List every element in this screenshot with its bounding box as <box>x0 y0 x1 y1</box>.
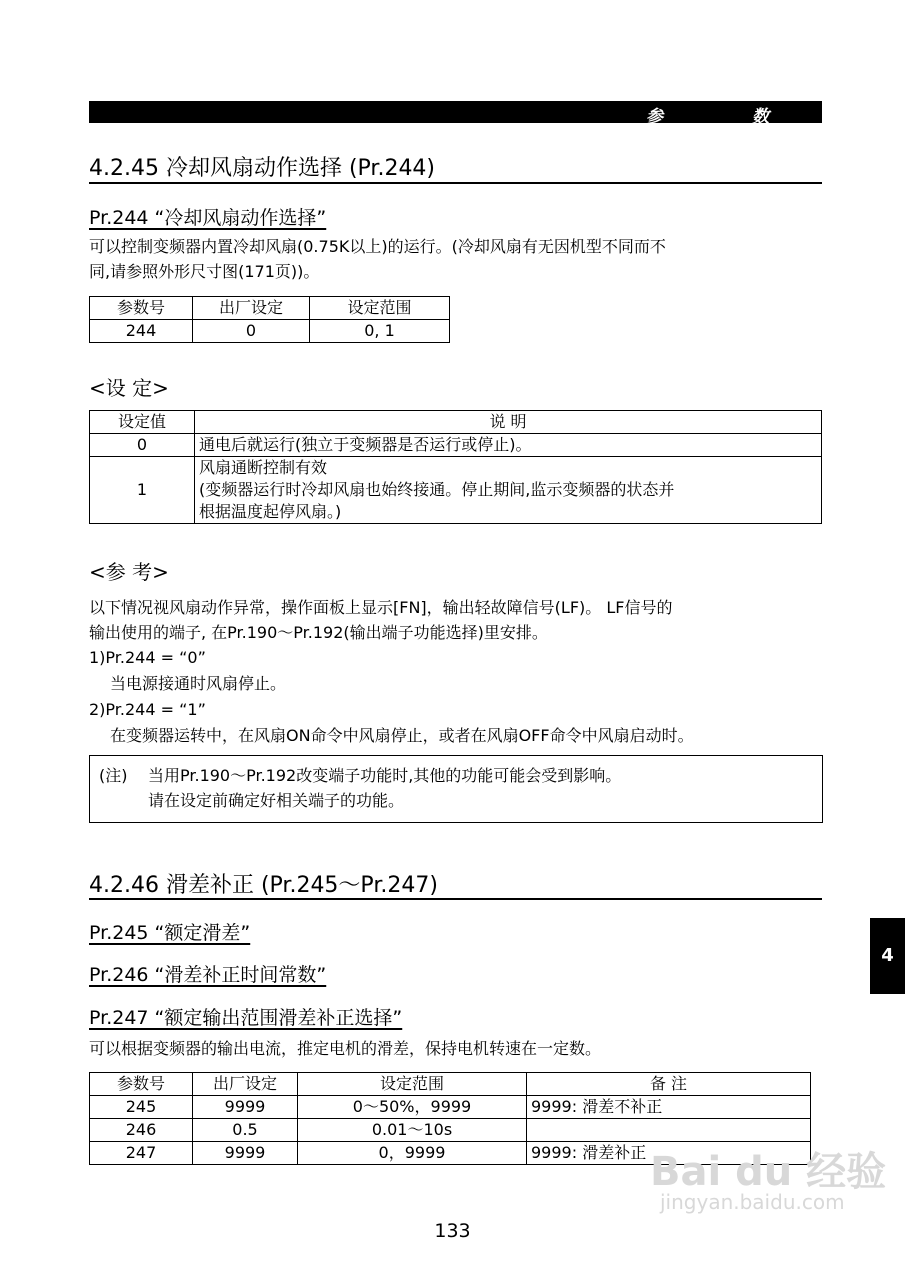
table-header: 设定值 <box>90 411 195 434</box>
section-title-4-2-46: 4.2.46 滑差补正 (Pr.245～Pr.247) <box>89 873 438 898</box>
section-title-4-2-45: 4.2.45 冷却风扇动作选择 (Pr.244) <box>89 156 436 181</box>
note-box <box>89 755 823 823</box>
cell-line: (变频器运行时冷却风扇也始终接通。停止期间,监示变频器的状态并 <box>199 480 675 499</box>
table-cell: 0.01～10s <box>298 1119 527 1142</box>
table-cell <box>527 1119 811 1142</box>
header-char-1: 参 <box>646 107 663 127</box>
section2-description: 可以根据变频器的输出电流，推定电机的滑差，保持电机转速在一定数。 <box>89 1039 602 1058</box>
reference-line: 在变频器运转中，在风扇ON命令中风扇停止，或者在风扇OFF命令中风扇启动时。 <box>110 726 694 745</box>
table-header: 设定范围 <box>298 1073 527 1096</box>
reference-line: 1)Pr.244 = “0” <box>89 648 206 667</box>
header-char-2: 数 <box>752 107 769 127</box>
description-line-1: 可以控制变频器内置冷却风扇(0.75K以上)的运行。(冷却风扇有无因机型不同而不 <box>89 237 666 256</box>
table-cell: 0～50%，9999 <box>298 1096 527 1119</box>
watermark-logo: Bai du 经验 <box>650 1149 887 1195</box>
note-label: (注) <box>99 766 128 785</box>
table-header: 设定范围 <box>310 297 450 320</box>
description-line-2: 同,请参照外形尺寸图(171页))。 <box>89 262 320 281</box>
table-cell: 0, 1 <box>310 320 450 343</box>
table-header: 说 明 <box>195 411 822 434</box>
table-cell: 0.5 <box>193 1119 298 1142</box>
table-cell: 245 <box>90 1096 193 1119</box>
reference-line: 输出使用的端子, 在Pr.190～Pr.192(输出端子功能选择)里安排。 <box>89 623 548 642</box>
table-header: 出厂设定 <box>193 1073 298 1096</box>
param-table-pr244 <box>89 296 450 343</box>
table-cell: 247 <box>90 1142 193 1165</box>
table-header: 参数号 <box>90 297 193 320</box>
param-title-pr245: Pr.245 “额定滑差” <box>89 922 251 944</box>
table-cell: 0 <box>90 434 195 457</box>
table-header: 备 注 <box>527 1073 811 1096</box>
table-cell: 9999: 滑差不补正 <box>527 1096 811 1119</box>
table-cell: 9999 <box>193 1142 298 1165</box>
reference-heading: <参 考> <box>89 560 169 584</box>
page-number: 133 <box>434 1220 471 1242</box>
table-header: 出厂设定 <box>193 297 310 320</box>
note-line-1: 当用Pr.190～Pr.192改变端子功能时,其他的功能可能会受到影响。 <box>148 766 622 785</box>
table-cell: 0 <box>193 320 310 343</box>
section-rule <box>89 182 822 184</box>
note-line-2: 请在设定前确定好相关端子的功能。 <box>148 791 405 810</box>
table-cell <box>195 457 822 524</box>
chapter-side-tab: 4 <box>870 918 905 994</box>
table-cell: 0，9999 <box>298 1142 527 1165</box>
setting-heading: <设 定> <box>89 376 169 400</box>
chapter-header-bar <box>89 101 822 127</box>
watermark-url: jingyan.baidu.com <box>660 1190 845 1214</box>
section-rule <box>89 898 822 900</box>
table-cell: 246 <box>90 1119 193 1142</box>
cell-line: 风扇通断控制有效 <box>199 458 328 477</box>
param-title-pr247: Pr.247 “额定输出范围滑差补正选择” <box>89 1007 403 1029</box>
setting-table <box>89 410 822 524</box>
table-cell: 9999 <box>193 1096 298 1119</box>
table-cell: 通电后就运行(独立于变频器是否运行或停止)。 <box>195 434 822 457</box>
table-cell: 1 <box>90 457 195 524</box>
cell-line: 根据温度起停风扇。) <box>199 502 342 521</box>
table-header: 参数号 <box>90 1073 193 1096</box>
table-cell: 244 <box>90 320 193 343</box>
param-title-pr246: Pr.246 “滑差补正时间常数” <box>89 964 327 986</box>
reference-line: 2)Pr.244 = “1” <box>89 700 206 719</box>
table-cell: 9999: 滑差补正 <box>527 1142 811 1165</box>
reference-line: 当电源接通时风扇停止。 <box>110 674 287 693</box>
reference-line: 以下情况视风扇动作异常，操作面板上显示[FN]，输出轻故障信号(LF)。 LF信号的 <box>89 598 673 617</box>
param-title-pr244: Pr.244 “冷却风扇动作选择” <box>89 207 327 229</box>
